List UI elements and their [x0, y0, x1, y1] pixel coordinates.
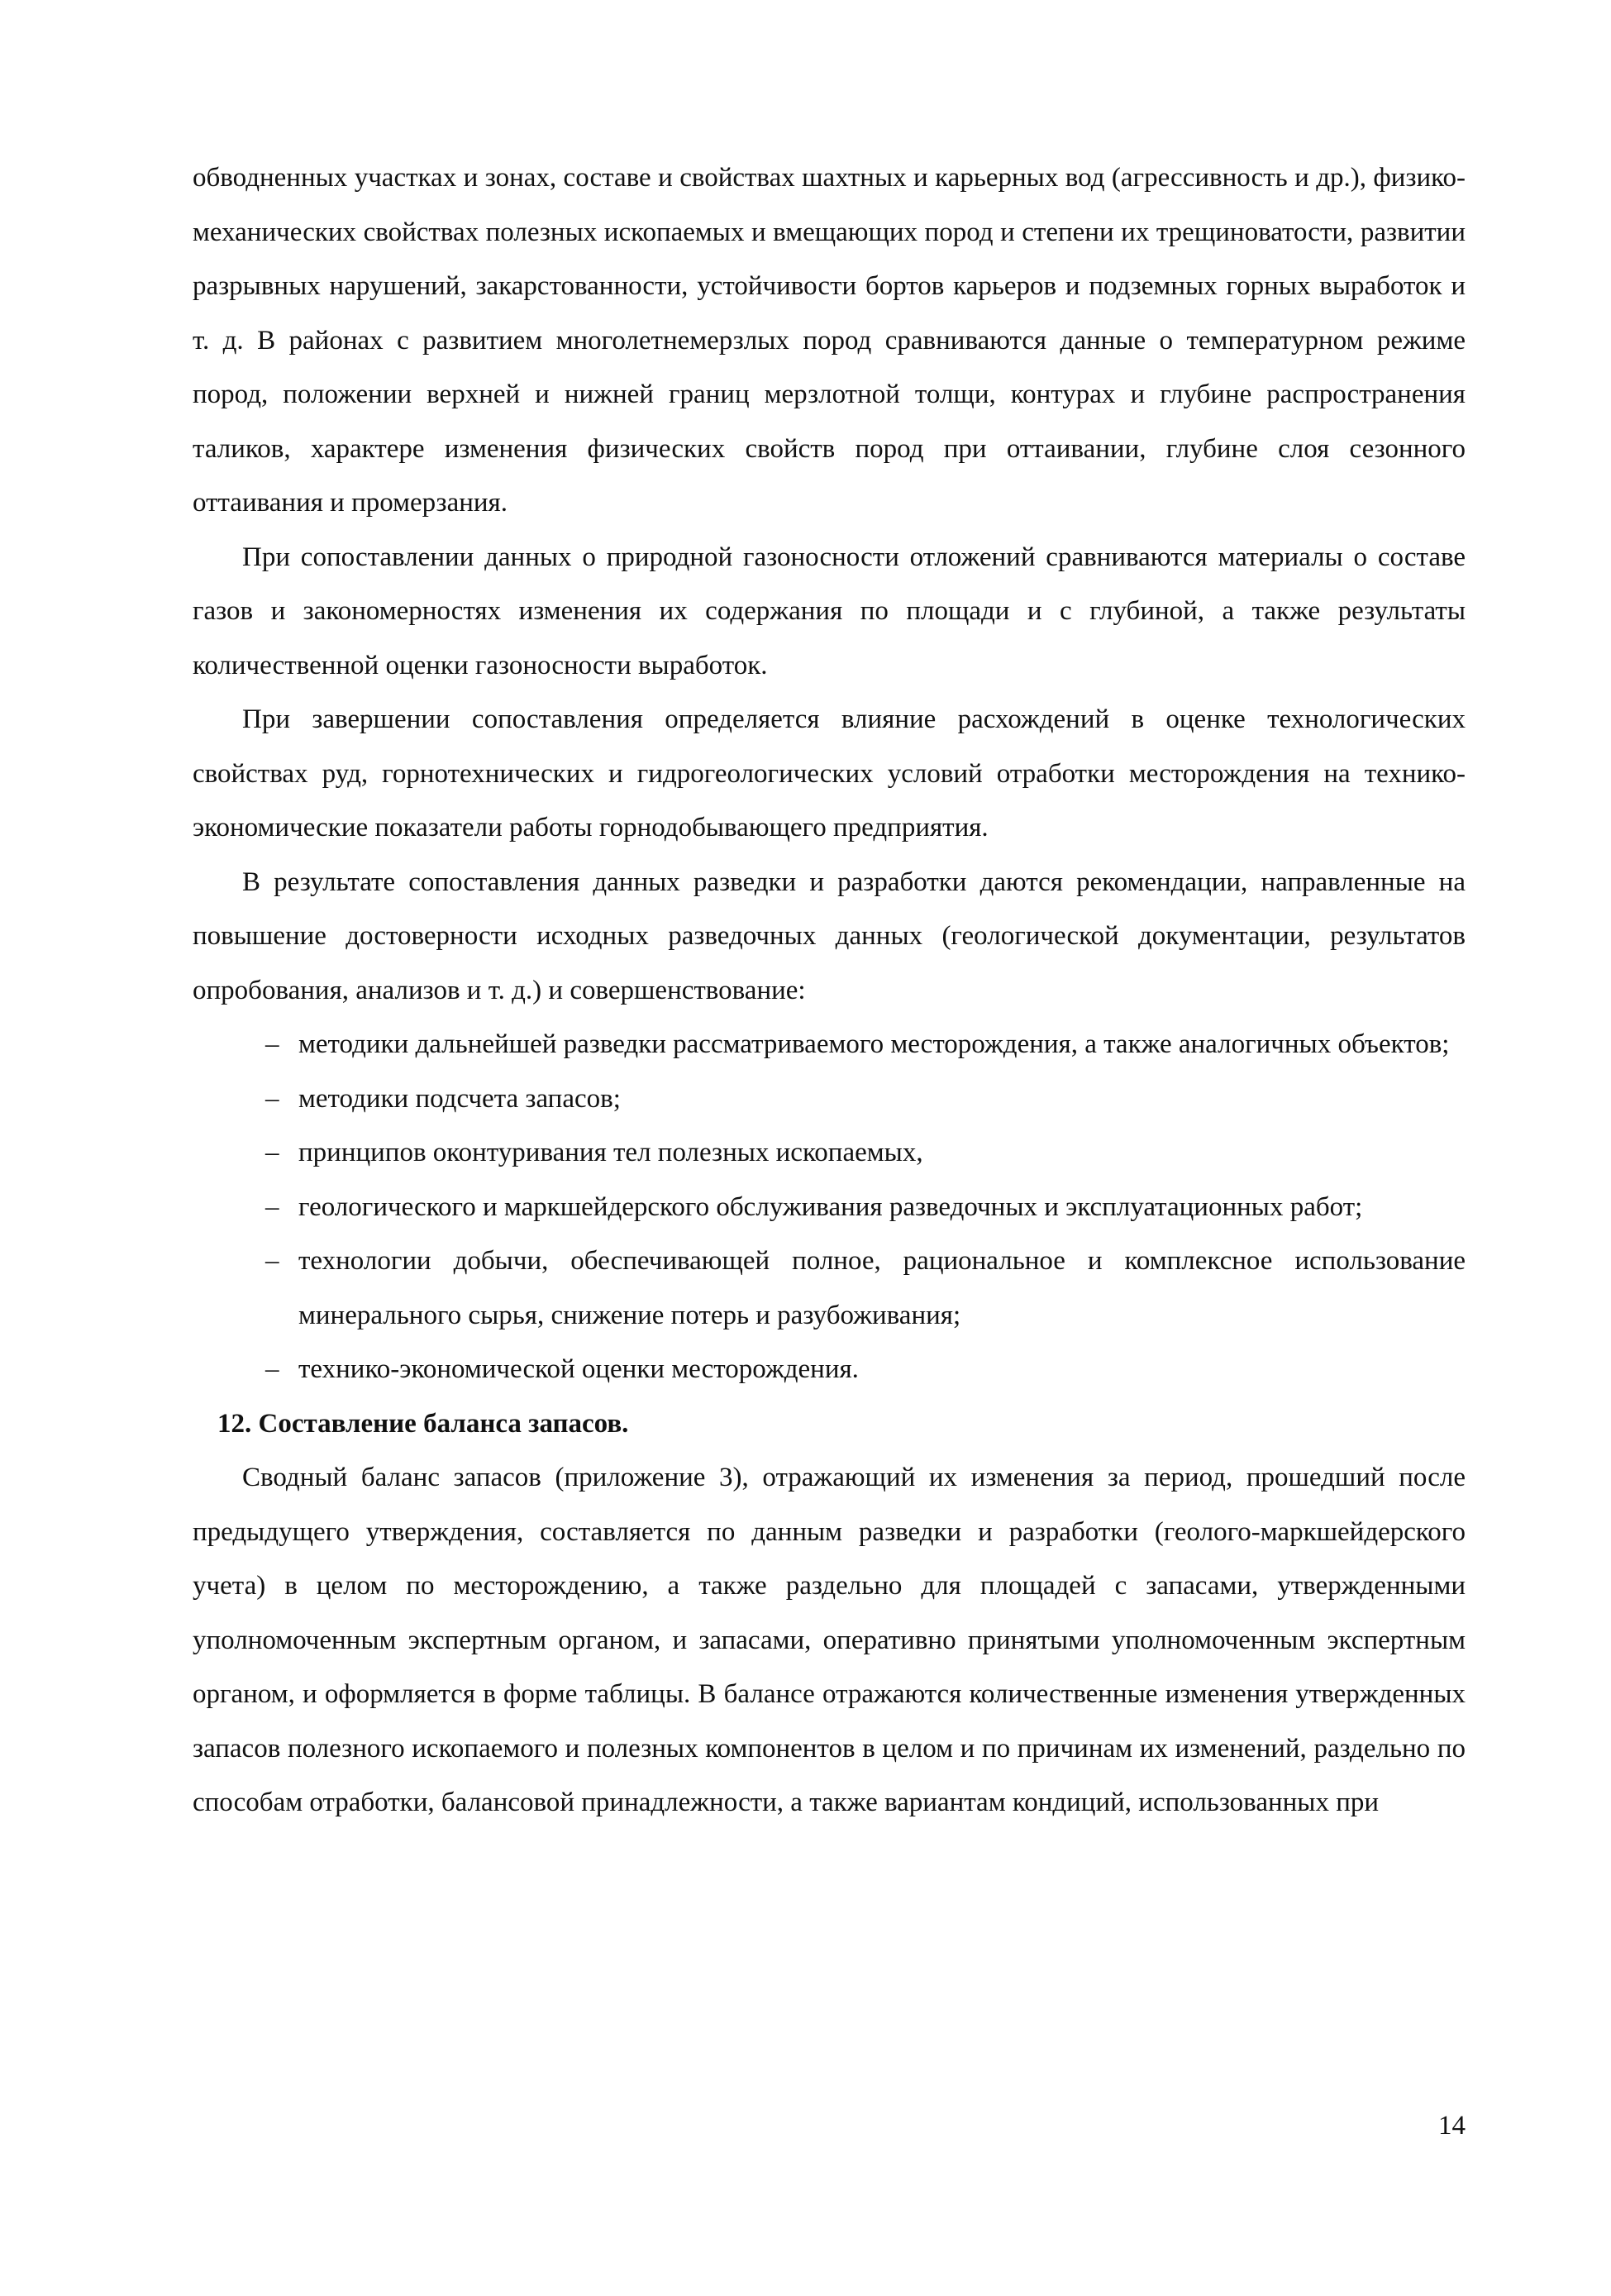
- list-item-text: технико-экономической оценки месторождения.: [298, 1354, 859, 1384]
- list-item: [193, 1343, 1466, 1397]
- list-item-text: методики дальнейшей разведки рассматриваемого месторождения, а также аналогичных объектов;: [298, 1029, 1450, 1059]
- paragraph-balance: Сводный баланс запасов (приложение 3), отражающий их изменения за период, прошедший после предыдущего утверждения, составляется по данным разведки и разработки (геолого-маркшейдерского учета) в целом по месторождению, а также раздельно для площадей с запасами, утвержденными уполномоченным экспертным органом, и запасами, оперативно принятыми уполномоченным экспертным органом, и оформляется в форме таблицы. В балансе отражаются количественные изменения утвержденных запасов полезного ископаемого и полезных компонентов в целом и по причинам их изменений, раздельно по способам отработки, балансовой принадлежности, а также вариантам кондиций, использованных при: [193, 1463, 1466, 1817]
- list-dash: –: [265, 1083, 279, 1114]
- list-item: [193, 1018, 1466, 1072]
- list-dash: –: [265, 1354, 279, 1384]
- list-dash: –: [265, 1246, 279, 1276]
- paragraph-continuation: обводненных участках и зонах, составе и свойствах шахтных и карьерных вод (агрессивность и др.), физико-механических свойствах полезных ископаемых и вмещающих пород и степени их трещиноватости, развитии разрывных нарушений, закарстованности, устойчивости бортов карьеров и подземных горных выработок и т. д. В районах с развитием многолетнемерзлых пород сравниваются данные о температурном режиме пород, положении верхней и нижней границ мерзлотной толщи, контурах и глубине распространения таликов, характере изменения физических свойств пород при оттаивании, глубине слоя сезонного оттаивания и промерзания.: [193, 163, 1466, 518]
- page-number: 14: [1438, 2111, 1466, 2141]
- section-heading: 12. Составление баланса запасов.: [217, 1408, 629, 1439]
- list-item-text: методики подсчета запасов;: [298, 1083, 621, 1114]
- paragraph-gas-content: При сопоставлении данных о природной газоносности отложений сравниваются материалы о составе газов и закономерностях изменения их содержания по площади и с глубиной, а также результаты количественной оценки газоносности выработок.: [193, 542, 1466, 680]
- list-dash: –: [265, 1138, 279, 1167]
- list-item: [193, 1181, 1466, 1235]
- list-item-text: принципов оконтуривания тел полезных ископаемых,: [298, 1138, 923, 1167]
- recommendations-list: [193, 1018, 1466, 1397]
- page-body: [193, 151, 1466, 1831]
- paragraph-recommendations: В результате сопоставления данных разведки и разработки даются рекомендации, направленные на повышение достоверности исходных разведочных данных (геологической документации, результатов опробования, анализов и т. д.) и совершенствование:: [193, 866, 1466, 1005]
- list-dash: –: [265, 1191, 279, 1222]
- list-item-text: геологического и маркшейдерского обслуживания разведочных и эксплуатационных работ;: [298, 1191, 1363, 1222]
- list-item: [193, 1072, 1466, 1127]
- paragraph-comparison-completion: При завершении сопоставления определяется влияние расхождений в оценке технологических свойствах руд, горнотехнических и гидрогеологических условий отработки месторождения на технико-экономические показатели работы горнодобывающего предприятия.: [193, 704, 1466, 843]
- list-dash: –: [265, 1029, 279, 1059]
- list-item-text: технологии добычи, обеспечивающей полное, рациональное и комплексное использование минерального сырья, снижение потерь и разубоживания;: [298, 1246, 1466, 1330]
- list-item: [193, 1126, 1466, 1181]
- list-item: [193, 1234, 1466, 1343]
